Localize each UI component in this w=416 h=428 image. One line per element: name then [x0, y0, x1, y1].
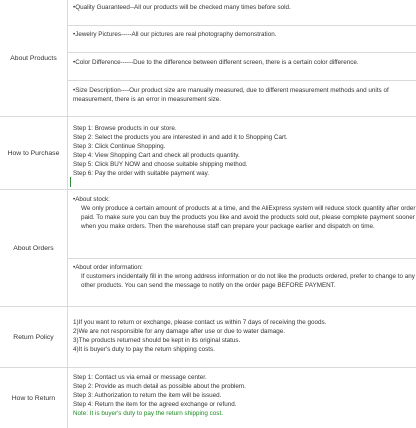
- return-step: Step 3: Authorization to return the item will be issued.: [73, 392, 222, 399]
- purchase-steps: [68, 124, 416, 178]
- about-products-item: •Quality Guaranteed--All our products will be checked many times before sold.: [73, 4, 291, 11]
- return-policy-items: [68, 318, 416, 354]
- return-shipping-note: Note: It is buyer's duty to pay the return shipping cost.: [73, 410, 223, 417]
- purchase-step: Step 2: Select the products you are interested in and add it to Shopping Cart.: [73, 134, 288, 141]
- about-orders-row: [0, 190, 416, 307]
- how-to-purchase-label: How to Purchase: [0, 117, 68, 189]
- how-to-return-row: [0, 368, 416, 428]
- how-to-return-label: How to Return: [0, 368, 68, 428]
- text-cursor: [70, 177, 71, 187]
- about-orders-label: About Orders: [0, 190, 68, 306]
- purchase-step: Step 3: Click Continue Shopping.: [73, 143, 166, 150]
- purchase-step: Step 5: Click BUY NOW and choose suitable shipping method.: [73, 161, 248, 168]
- how-to-purchase-row: [0, 117, 416, 190]
- return-policy-item: 3)The products returned should be kept in its original status.: [73, 337, 241, 344]
- return-policy-item: 4)It is buyer's duty to pay the return shipping costs.: [73, 346, 215, 353]
- return-policy-label: Return Policy: [0, 307, 68, 367]
- return-policy-item: 1)If you want to return or exchange, please contact us within 7 days of receiving the goods.: [73, 319, 327, 326]
- about-products-row: [0, 0, 416, 117]
- about-products-item: •Color Difference------Due to the difference between different screen, there is a certain color difference.: [73, 59, 359, 66]
- purchase-step: Step 4: View Shopping Cart and check all products quantity.: [73, 152, 240, 159]
- purchase-step: Step 6: Pay the order with suitable payment way.: [73, 170, 210, 177]
- about-order-information: •About order information: If customers incidentally fill in the wrong address information or do not like the products ordered, prefer to change to any other products. You can send the message to notify on the order page BEFORE PAYMENT.: [73, 264, 415, 289]
- return-step: Step 1: Contact us via email or message center.: [73, 374, 207, 381]
- about-products-label: About Products: [0, 0, 68, 116]
- return-policy-item: 2)We are not responsible for any damage after use or due to water damage.: [73, 328, 286, 335]
- return-step: Step 4: Return the item for the agreed exchange or refund.: [73, 401, 237, 408]
- purchase-step: Step 1: Browse products in our store.: [73, 125, 177, 132]
- about-products-item: •Size Description----Our product size are manually measured, due to different measurement methods and units of measurement, there is an error in measurement size.: [73, 87, 389, 103]
- about-stock: •About stock: We only produce a certain amount of products at a time, and the AliExpress system will reduce stock quantity after order paid. To make sure you can buy the products you like and avoid the products sold out, please complete payment sooner when you make orders. Then the warehouse staff can prepare your package earlier and dispatch on time.: [73, 196, 416, 230]
- return-policy-row: [0, 307, 416, 368]
- return-step: Step 2: Provide as much detail as possible about the problem.: [73, 383, 246, 390]
- return-steps: [68, 373, 416, 418]
- about-products-item: •Jewelry Pictures-----All our pictures are real photography demonstration.: [73, 31, 277, 38]
